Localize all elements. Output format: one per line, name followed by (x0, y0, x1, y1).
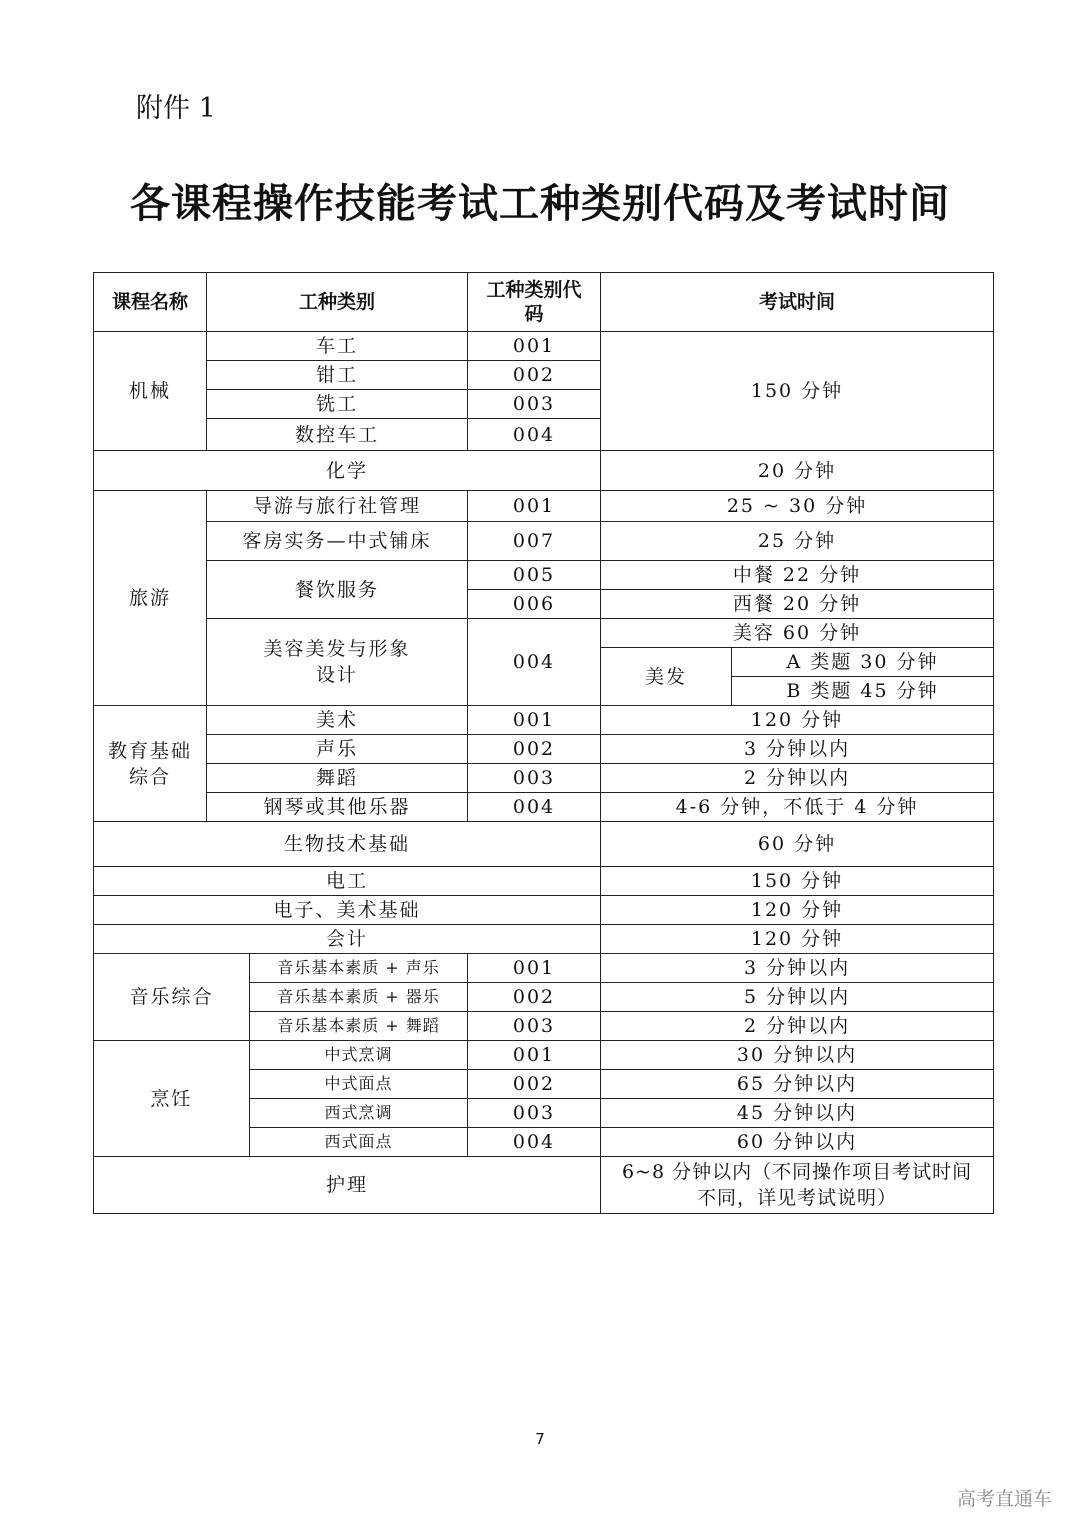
type-cell: 数控车工 (207, 419, 468, 451)
table-row (94, 793, 994, 822)
time-cell: 120 分钟 (601, 925, 994, 954)
code-cell: 003 (468, 1099, 601, 1128)
table-row (94, 925, 994, 954)
type-cell: 客房实务—中式铺床 (207, 522, 468, 561)
table-row (94, 619, 994, 648)
time-cell: 60 分钟以内 (601, 1128, 994, 1157)
time-cell: 60 分钟 (601, 822, 994, 867)
time-cell: 西餐 20 分钟 (601, 590, 994, 619)
time-cell: 25 ~ 30 分钟 (601, 491, 994, 522)
table-row (94, 1157, 994, 1214)
table-row (94, 706, 994, 735)
type-cell: 西式面点 (250, 1128, 468, 1157)
time-cell: 5 分钟以内 (601, 983, 994, 1012)
table-row (94, 896, 994, 925)
course-shengwu: 生物技术基础 (94, 822, 601, 867)
time-cell: 150 分钟 (601, 332, 994, 451)
code-cell: 005 (468, 561, 601, 590)
table-row (94, 822, 994, 867)
type-cell: 美术 (207, 706, 468, 735)
code-cell: 003 (468, 1012, 601, 1041)
course-huli: 护理 (94, 1157, 601, 1214)
table-row (94, 522, 994, 561)
course-jixie: 机械 (94, 332, 207, 451)
time-cell: 2 分钟以内 (601, 1012, 994, 1041)
header-code: 工种类别代码 (468, 273, 601, 332)
type-cell: 中式烹调 (250, 1041, 468, 1070)
page-number: 7 (535, 1430, 545, 1448)
type-cell: 西式烹调 (250, 1099, 468, 1128)
code-cell: 001 (468, 1041, 601, 1070)
table-row (94, 491, 994, 522)
table-row (94, 954, 994, 983)
time-cell: B 类题 45 分钟 (732, 677, 994, 706)
code-cell: 001 (468, 706, 601, 735)
code-cell: 002 (468, 983, 601, 1012)
type-cell: 音乐基本素质 + 器乐 (250, 983, 468, 1012)
course-dianzi: 电子、美术基础 (94, 896, 601, 925)
code-cell: 002 (468, 735, 601, 764)
header-type: 工种类别 (207, 273, 468, 332)
table-row (94, 867, 994, 896)
course-yinyue: 音乐综合 (94, 954, 250, 1041)
code-cell: 001 (468, 491, 601, 522)
time-line: 6~8 分钟以内（不同操作项目考试时间 (621, 1161, 973, 1183)
course-line: 综合 (128, 765, 171, 788)
table-row (94, 332, 994, 361)
type-line: 美容美发与形象 (263, 638, 411, 660)
type-cell: 钢琴或其他乐器 (207, 793, 468, 822)
code-cell: 004 (468, 419, 601, 451)
type-cell (207, 619, 468, 706)
course-kuaiji: 会计 (94, 925, 601, 954)
time-cell: 65 分钟以内 (601, 1070, 994, 1099)
table-header-row (94, 273, 994, 332)
course-huaxue: 化学 (94, 451, 601, 491)
time-line: 不同，详见考试说明） (697, 1187, 898, 1209)
table-row (94, 735, 994, 764)
code-cell: 002 (468, 361, 601, 390)
time-cell: 2 分钟以内 (601, 764, 994, 793)
type-cell: 导游与旅行社管理 (207, 491, 468, 522)
type-cell: 舞蹈 (207, 764, 468, 793)
code-cell: 001 (468, 954, 601, 983)
time-cell: 30 分钟以内 (601, 1041, 994, 1070)
table-row (94, 1041, 994, 1070)
time-cell: 4-6 分钟，不低于 4 分钟 (601, 793, 994, 822)
time-cell (601, 1157, 994, 1214)
exam-table (93, 272, 994, 1214)
time-cell: 3 分钟以内 (601, 954, 994, 983)
course-pengren: 烹饪 (94, 1041, 250, 1157)
table-row (94, 764, 994, 793)
code-cell: 004 (468, 619, 601, 706)
exam-table-wrapper (93, 272, 993, 1214)
time-cell: 3 分钟以内 (601, 735, 994, 764)
header-time: 考试时间 (601, 273, 994, 332)
type-cell: 音乐基本素质 + 舞蹈 (250, 1012, 468, 1041)
time-cell: 20 分钟 (601, 451, 994, 491)
time-cell: 25 分钟 (601, 522, 994, 561)
code-cell: 002 (468, 1070, 601, 1099)
attachment-label: 附件 1 (136, 93, 216, 124)
code-cell: 001 (468, 332, 601, 361)
table-row (94, 451, 994, 491)
code-cell: 004 (468, 793, 601, 822)
time-cell: 150 分钟 (601, 867, 994, 896)
code-cell: 004 (468, 1128, 601, 1157)
time-cell: 中餐 22 分钟 (601, 561, 994, 590)
time-cell: 120 分钟 (601, 896, 994, 925)
type-cell: 铣工 (207, 390, 468, 419)
table-row (94, 561, 994, 590)
type-cell: 声乐 (207, 735, 468, 764)
time-cell: 美容 60 分钟 (601, 619, 994, 648)
code-cell: 007 (468, 522, 601, 561)
time-cell: A 类题 30 分钟 (732, 648, 994, 677)
type-line: 设计 (316, 664, 359, 686)
type-cell: 车工 (207, 332, 468, 361)
watermark: 高考直通车 (956, 1488, 1052, 1510)
code-cell: 006 (468, 590, 601, 619)
meifa-cell: 美发 (601, 648, 732, 706)
course-jiaoyu (94, 706, 207, 822)
type-cell: 中式面点 (250, 1070, 468, 1099)
code-cell: 003 (468, 390, 601, 419)
type-cell: 餐饮服务 (207, 561, 468, 619)
course-lvyou: 旅游 (94, 491, 207, 706)
time-cell: 45 分钟以内 (601, 1099, 994, 1128)
time-cell: 120 分钟 (601, 706, 994, 735)
page-title: 各课程操作技能考试工种类别代码及考试时间 (130, 181, 950, 227)
code-cell: 003 (468, 764, 601, 793)
course-diangong: 电工 (94, 867, 601, 896)
type-cell: 钳工 (207, 361, 468, 390)
course-line: 教育基础 (107, 739, 192, 762)
header-course: 课程名称 (94, 273, 207, 332)
type-cell: 音乐基本素质 + 声乐 (250, 954, 468, 983)
